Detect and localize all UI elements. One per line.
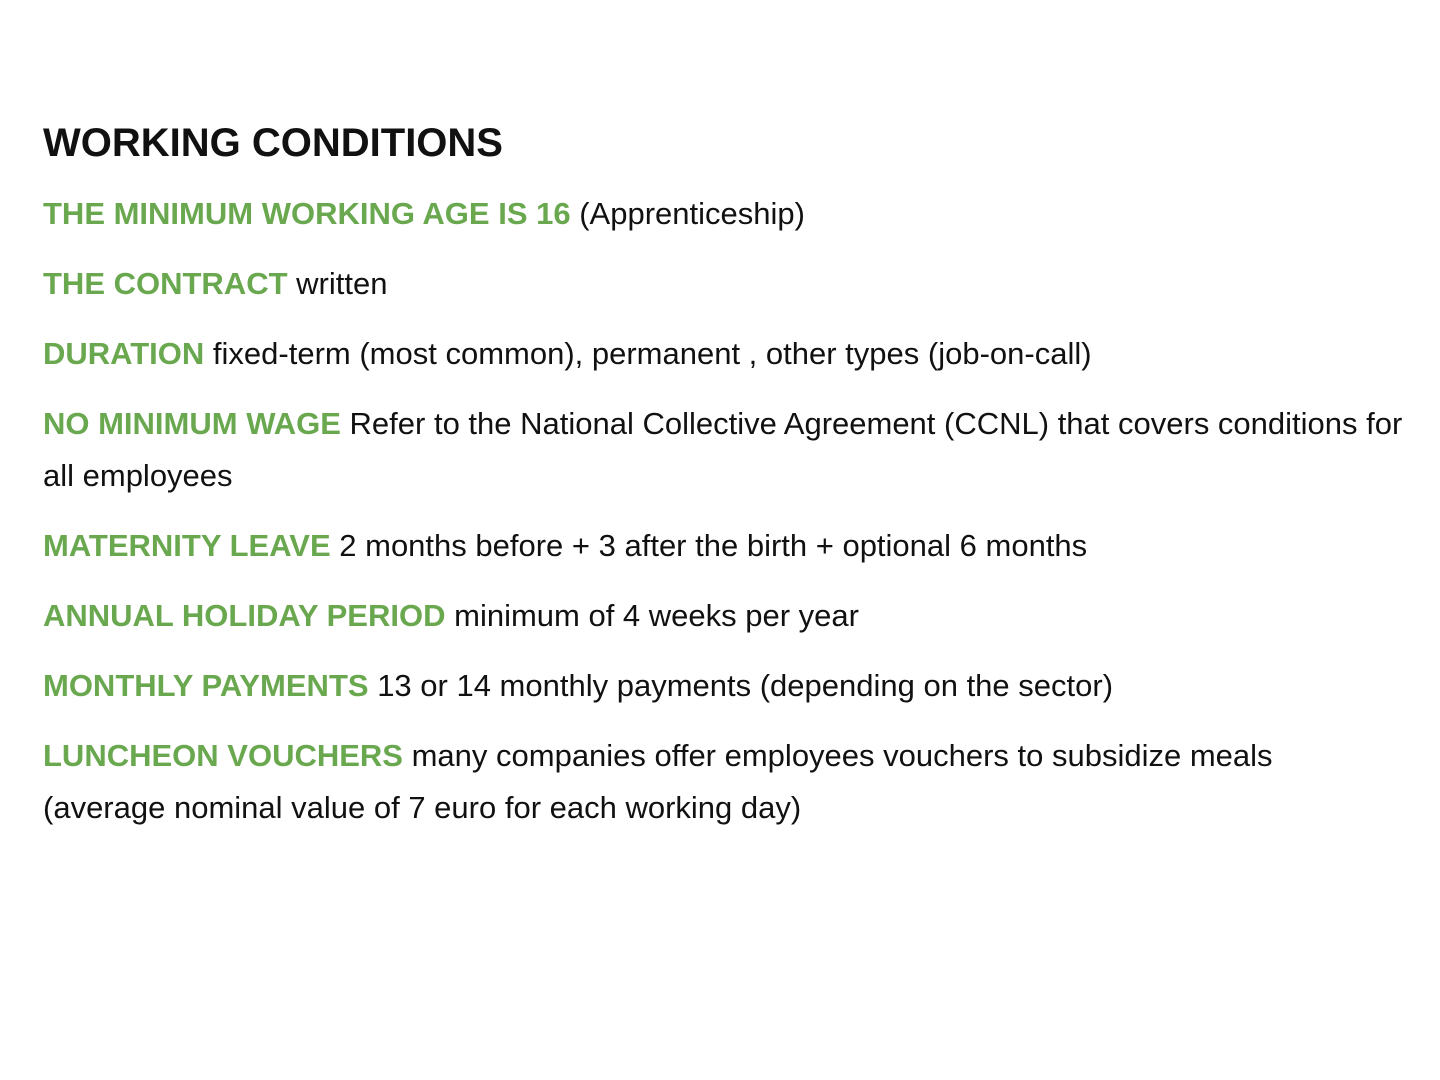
item-label: LUNCHEON VOUCHERS — [43, 738, 403, 773]
slide — [43, 120, 1403, 852]
item-text: 13 or 14 monthly payments (depending on the sector) — [377, 668, 1114, 703]
list-item-maternity-leave — [43, 520, 1403, 572]
page-title: WORKING CONDITIONS — [43, 121, 503, 165]
list-item-monthly-payments — [43, 660, 1403, 712]
list-item-minimum-wage — [43, 398, 1403, 502]
item-label: MATERNITY LEAVE — [43, 528, 331, 563]
item-text: fixed-term (most common), permanent , other types (job-on-call) — [212, 336, 1092, 371]
item-text: 2 months before + 3 after the birth + optional 6 months — [339, 528, 1088, 563]
item-text: Refer to the National Collective Agreement (CCNL) that covers conditions for all employees — [43, 406, 1403, 493]
item-label: DURATION — [43, 336, 205, 371]
item-text: minimum of 4 weeks per year — [454, 598, 859, 633]
item-text: (Apprenticeship) — [579, 196, 805, 231]
list-item-minimum-age — [43, 188, 1403, 240]
item-text: many companies offer employees vouchers to subsidize meals (average nominal value of 7 euro for each working day) — [43, 738, 1273, 825]
conditions-list — [43, 188, 1403, 834]
item-label: NO MINIMUM WAGE — [43, 406, 341, 441]
item-label: MONTHLY PAYMENTS — [43, 668, 369, 703]
item-label: ANNUAL HOLIDAY PERIOD — [43, 598, 446, 633]
item-text: written — [296, 266, 388, 301]
item-label: THE CONTRACT — [43, 266, 288, 301]
list-item-annual-holiday — [43, 590, 1403, 642]
list-item-contract — [43, 258, 1403, 310]
list-item-duration — [43, 328, 1403, 380]
item-label: THE MINIMUM WORKING AGE IS 16 — [43, 196, 571, 231]
list-item-luncheon-vouchers — [43, 730, 1403, 834]
